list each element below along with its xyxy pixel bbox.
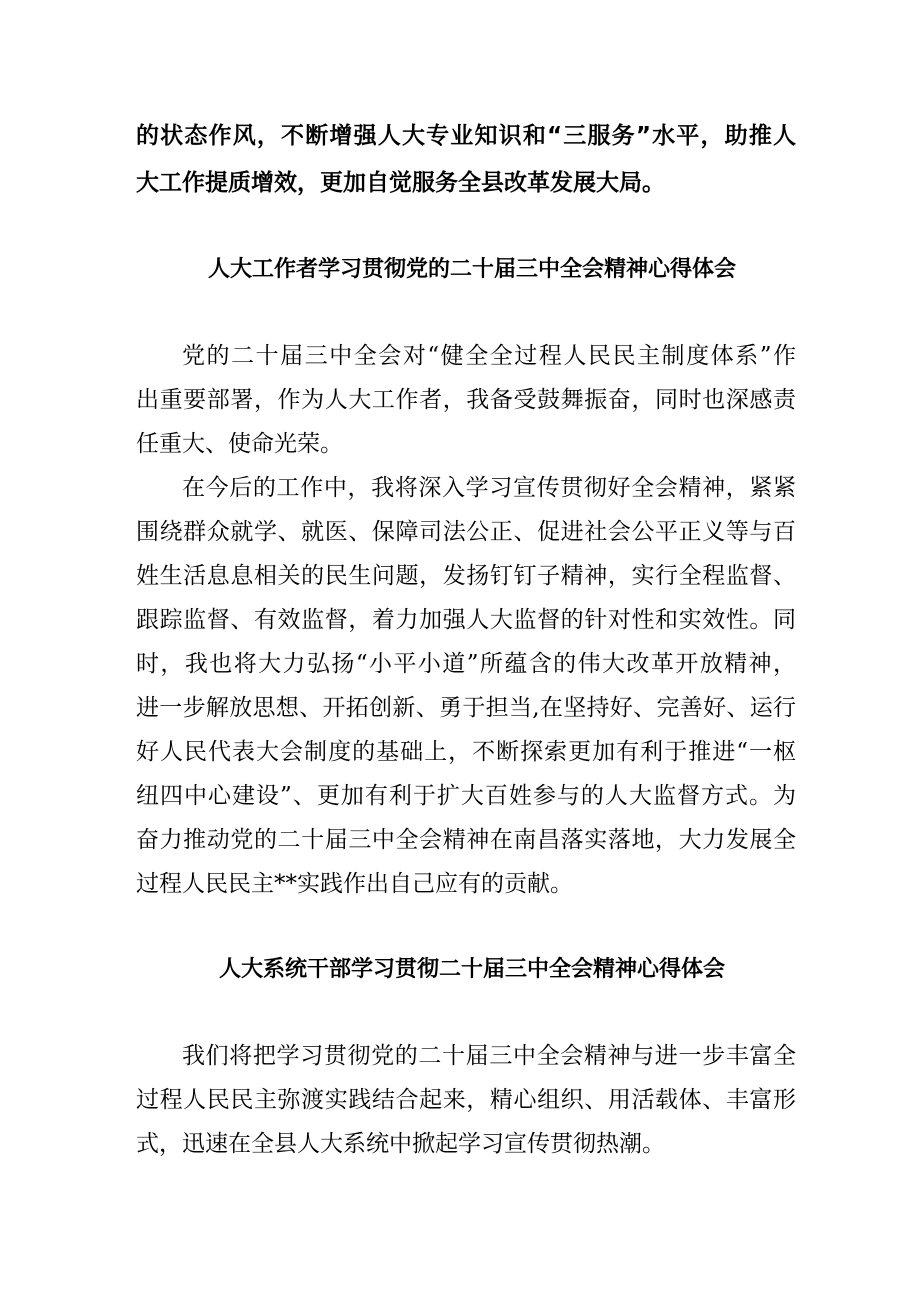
section1-para2-line-5: 时，我也将大力弘扬“小平小道”所蕴含的伟大改革开放精神， — [136, 651, 796, 677]
section1-para2-line-9: 奋力推动党的二十届三中全会精神在南昌落实落地，大力发展全 — [136, 827, 796, 853]
section2-para1-line-2: 过程人民民主弥渡实践结合起来，精心组织、用活载体、丰富形 — [136, 1087, 796, 1113]
section1-para2-line-4: 跟踪监督、有效监督，着力加强人大监督的针对性和实效性。同 — [136, 607, 796, 633]
section2-title: 人大系统干部学习贯彻二十届三中全会精神心得体会 — [218, 957, 725, 982]
section1-para2-line-2: 围绕群众就学、就医、保障司法公正、促进社会公平正义等与百 — [136, 519, 796, 545]
section1-para2-line-3: 姓生活息息相关的民生问题，发扬钉钉子精神，实行全程监督、 — [136, 563, 796, 589]
intro-line-1: 的状态作风，不断增强人大专业知识和“三服务”水平，助推人 — [136, 123, 796, 149]
section1-para1-line-1: 党的二十届三中全会对“健全全过程人民民主制度体系”作 — [182, 343, 796, 369]
section1-title: 人大工作者学习贯彻党的二十届三中全会精神心得体会 — [207, 257, 736, 282]
section2-para1-line-3: 式，迅速在全县人大系统中掀起学习宣传贯彻热潮。 — [136, 1131, 665, 1157]
section1-para1-line-3: 任重大、使命光荣。 — [136, 431, 343, 457]
section1-para2-line-8: 纽四中心建设”、更加有利于扩大百姓参与的人大监督方式。为 — [136, 783, 796, 809]
section1-para2-line-6: 进一步解放思想、开拓创新、勇于担当,在坚持好、完善好、运行 — [136, 695, 796, 721]
intro-line-2: 大工作提质增效，更加自觉服务全县改革发展大局。 — [136, 170, 665, 196]
section1-para2-line-7: 好人民代表大会制度的基础上，不断探索更加有利于推进“一枢 — [136, 739, 796, 765]
section1-para2-line-1: 在今后的工作中，我将深入学习宣传贯彻好全会精神，紧紧 — [182, 475, 796, 501]
section2-para1-line-1: 我们将把学习贯彻党的二十届三中全会精神与进一步丰富全 — [182, 1043, 796, 1069]
section1-para2-line-10: 过程人民民主**实践作出自己应有的贡献。 — [136, 871, 573, 897]
section1-para1-line-2: 出重要部署，作为人大工作者，我备受鼓舞振奋，同时也深感责 — [136, 387, 796, 413]
